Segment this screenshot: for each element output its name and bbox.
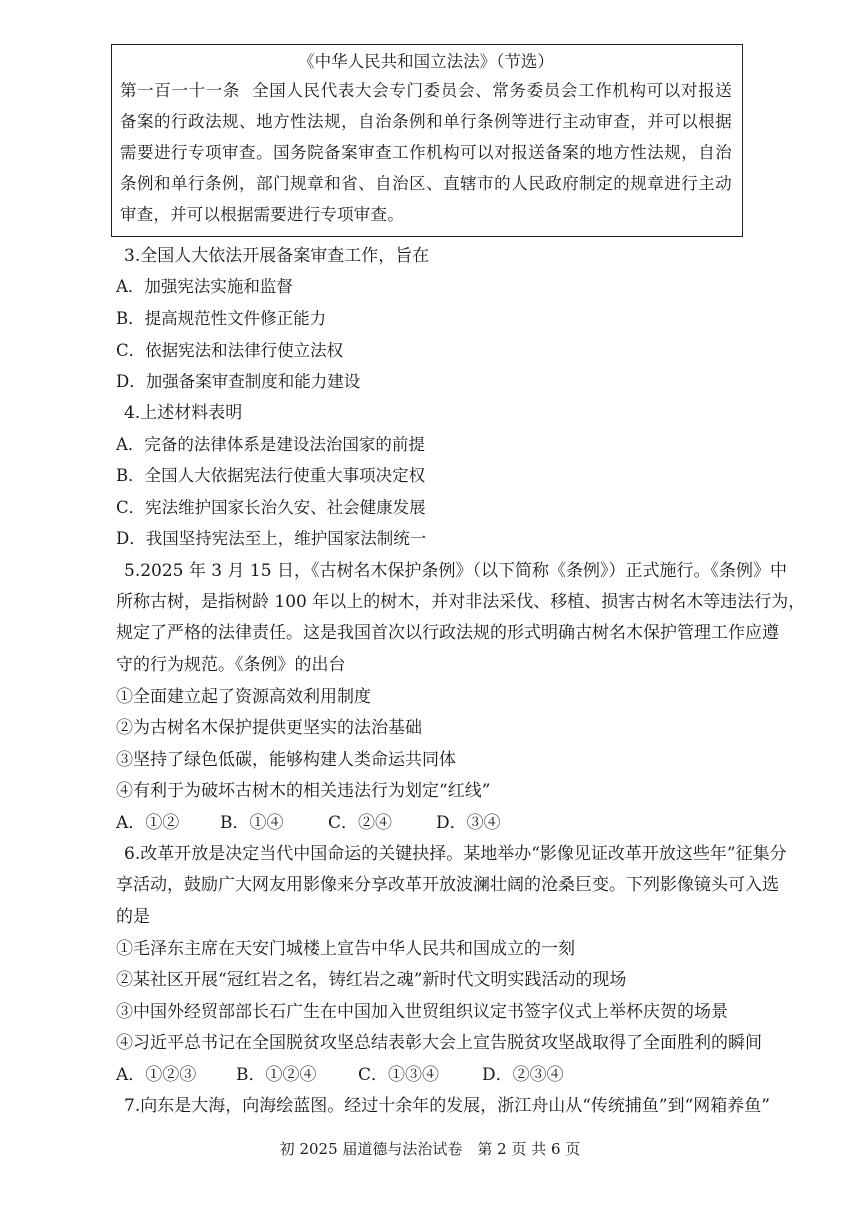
q5-statement-3: ③坚持了绿色低碳，能够构建人类命运共同体	[116, 750, 456, 770]
q4-option-c: C．宪法维护国家长治久安、社会健康发展	[116, 498, 426, 517]
q6-option-d: D．②③④	[482, 1065, 564, 1085]
q6-statement-1: ①毛泽东主席在天安门城楼上宣告中华人民共和国成立的一刻	[116, 939, 575, 959]
q6-stem-line-2: 享活动，鼓励广大网友用影像来分享改革开放波澜壮阔的沧桑巨变。下列影像镜头可入选	[116, 875, 779, 895]
q5-stem-line-4: 守的行为规范。《条例》的出台	[116, 655, 346, 675]
q3-option-b: B．提高规范性文件修正能力	[116, 309, 327, 328]
excerpt-box	[111, 44, 743, 237]
q6-statement-2: ②某社区开展“冠红岩之名，铸红岩之魂”新时代文明实践活动的现场	[116, 970, 627, 990]
q5-stem-line-3: 规定了严格的法律责任。这是我国首次以行政法规的形式明确古树名木保护管理工作应遵	[116, 623, 779, 643]
q5-option-b: B．①④	[220, 813, 284, 833]
q4-option-d: D．我国坚持宪法至上，维护国家法制统一	[116, 529, 427, 548]
q6-option-c: C．①③④	[358, 1065, 440, 1085]
q4-option-a: A．完备的法律体系是建设法治国家的前提	[116, 435, 425, 454]
q6-statement-4: ④习近平总书记在全国脱贫攻坚总结表彰大会上宣告脱贫攻坚战取得了全面胜利的瞬间	[116, 1033, 762, 1053]
q5-statement-2: ②为古树名木保护提供更坚实的法治基础	[116, 718, 422, 738]
q3-option-c: C．依据宪法和法律行使立法权	[116, 341, 344, 360]
q5-stem-line-1: 5.2025 年 3 月 15 日，《古树名木保护条例》（以下简称《条例》）正式施行。《条例》中	[124, 561, 787, 581]
q5-statement-1: ①全面建立起了资源高效利用制度	[116, 687, 371, 707]
q6-option-a: A．①②③	[116, 1065, 197, 1085]
q3-option-a: A．加强宪法实施和监督	[116, 277, 293, 296]
article-text: 全国人民代表大会专门委员会、常务委员会工作机构可以对报送备案的行政法规、地方性法规，自治条例和单行条例等进行主动审查，并可以根据需要进行专项审查。国务院备案审查工作机构可以对报送备案的地方性法规，自治条例和单行条例，部门规章和省、自治区、直辖市的人民政府制定的规章进行主动审查，并可以根据需要进行专项审查。	[120, 81, 732, 224]
q5-option-a: A．①②	[116, 813, 180, 833]
q5-option-c: C．②④	[328, 813, 393, 833]
page-footer: 初 2025 届道德与法治试卷 第 2 页 共 6 页	[279, 1140, 581, 1158]
q6-statement-3: ③中国外经贸部部长石广生在中国加入世贸组织议定书签字仪式上举杯庆贺的场景	[116, 1002, 728, 1022]
q5-stem-line-2: 所称古树，是指树龄 100 年以上的树木，并对非法采伐、移植、损害古树名木等违法行为，	[116, 592, 806, 612]
q3-option-d: D．加强备案审查制度和能力建设	[116, 372, 361, 391]
q6-stem-line-1: 6.改革开放是决定当代中国命运的关键抉择。某地举办“影像见证改革开放这些年”征集分	[124, 844, 787, 864]
excerpt-title: 《中华人民共和国立法法》（节选）	[298, 52, 554, 71]
q4-stem: 4.上述材料表明	[124, 403, 243, 423]
q6-stem-line-3: 的是	[116, 907, 150, 927]
q6-option-b: B．①②④	[236, 1065, 317, 1085]
q4-option-b: B．全国人大依据宪法行使重大事项决定权	[116, 466, 426, 485]
q3-stem: 3.全国人大依法开展备案审查工作，旨在	[124, 246, 430, 266]
article-number: 第一百一十一条	[120, 81, 241, 100]
excerpt-body	[120, 75, 732, 230]
q5-option-d: D．③④	[436, 813, 501, 833]
q5-statement-4: ④有利于为破坏古树木的相关违法行为划定“红线”	[116, 781, 491, 801]
q7-stem-line-1: 7.向东是大海，向海绘蓝图。经过十余年的发展，浙江舟山从“传统捕鱼”到“网箱养鱼”	[124, 1096, 770, 1116]
